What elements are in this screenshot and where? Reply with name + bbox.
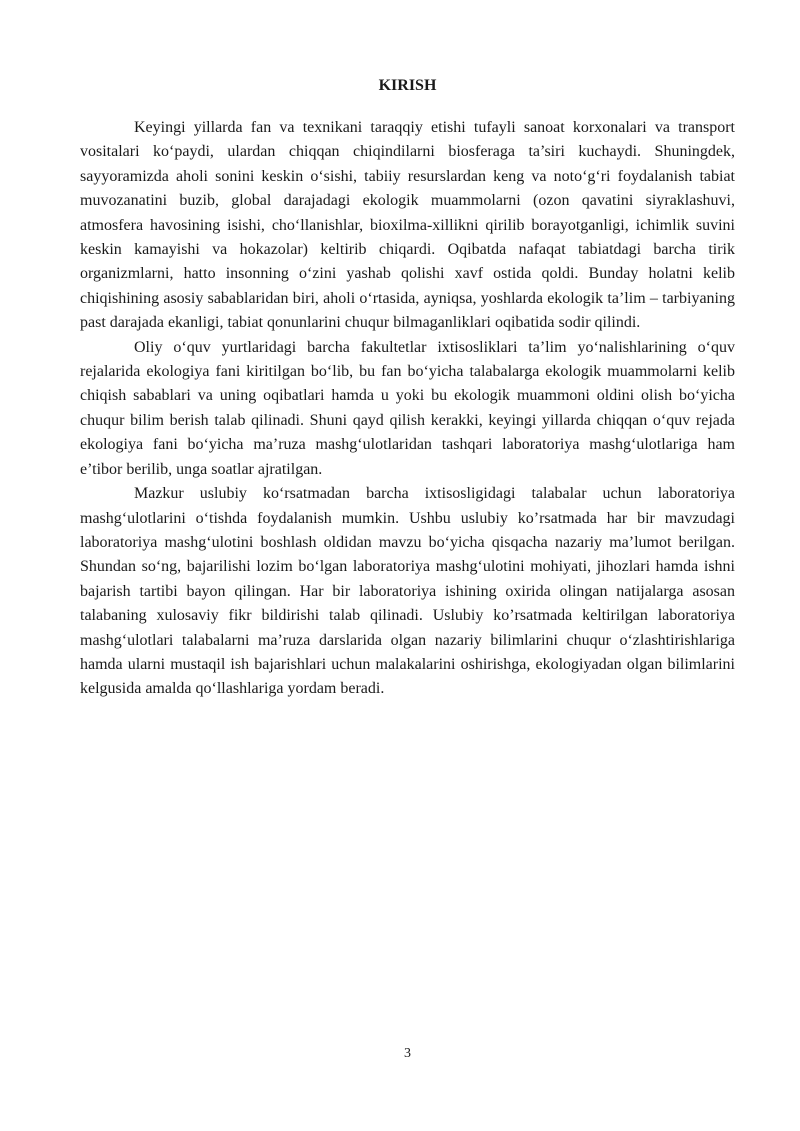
section-heading: KIRISH [378,77,437,94]
body-text [80,116,735,702]
paragraph-3: Mazkur uslubiy ko‘rsatmadan barcha ixtisosligidagi talabalar uchun laboratoriya mashg‘ulotlarini o‘tishda foydalanish mumkin. Ushbu uslubiy ko’rsatmada har bir mavzudagi laboratoriya mashg‘ulotini boshlash oldidan mavzu bo‘yicha qisqacha nazariy ma’lumot berilgan. Shundan so‘ng, bajarilishi lozim bo‘lgan laboratoriya mashg‘ulotini mohiyati, jihozlari hamda ishni bajarish tartibi bayon qilingan. Har bir laboratoriya ishining oxirida olingan natijalarga asosan talabaning xulosaviy fikr bildirishi talab qilinadi. Uslubiy ko’rsatmada keltirilgan laboratoriya mashg‘ulotlari talabalarni ma’ruza darslarida olgan nazariy bilimlarini chuqur o‘zlashtirishlariga hamda ularni mustaqil ish bajarishlari uchun malakalarini oshirishga, ekologiyadan olgan bilimlarini kelgusida amalda qo‘llashlariga yordam beradi. [80,485,735,698]
paragraph-2: Oliy o‘quv yurtlaridagi barcha fakultetlar ixtisosliklari ta’lim yo‘nalishlarining o‘quv rejalarida ekologiya fani kiritilgan bo‘lib, bu fan bo‘yicha talabalarga ekologik muammolarni kelib chiqish sabablari va uning oqibatlari hamda u yoki bu ekologik muammoni oldini olish bo‘yicha chuqur bilim berish talab qilinadi. Shuni qayd qilish kerakki, keyingi yillarda chiqqan o‘quv rejada ekologiya fani bo‘yicha ma’ruza mashg‘ulotlaridan tashqari laboratoriya mashg‘ulotlariga ham e’tibor berilib, unga soatlar ajratilgan. [80,338,735,478]
page-number: 3 [404,1046,411,1061]
paragraph-1: Keyingi yillarda fan va texnikani taraqqiy etishi tufayli sanoat korxonalari va transport vositalari ko‘paydi, ulardan chiqqan chiqindilarni biosferaga ta’siri kuchaydi. Shuningdek, sayyoramizda aholi sonini keskin o‘sishi, tabiiy resurslardan keng va noto‘g‘ri foydalanish tabiat muvozanatini buzib, global darajadagi ekologik muammolarni (ozon qavatini siyraklashuvi, atmosfera havosining isishi, cho‘llanishlar, bioxilma-xillikni qirilib borayotganligi, ichimlik suvini keskin kamayishi va hokazolar) keltirib chiqardi. Oqibatda nafaqat tabiatdagi barcha tirik organizmlarni, hatto insonning o‘zini yashab qolishi xavf ostida qoldi. Bunday holatni kelib chiqishining asosiy sabablaridan biri, aholi o‘rtasida, ayniqsa, yoshlarda ekologik ta’lim – tarbiyaning past darajada ekanligi, tabiat qonunlarini chuqur bilmaganliklari oqibatida sodir qilindi. [80,119,735,332]
